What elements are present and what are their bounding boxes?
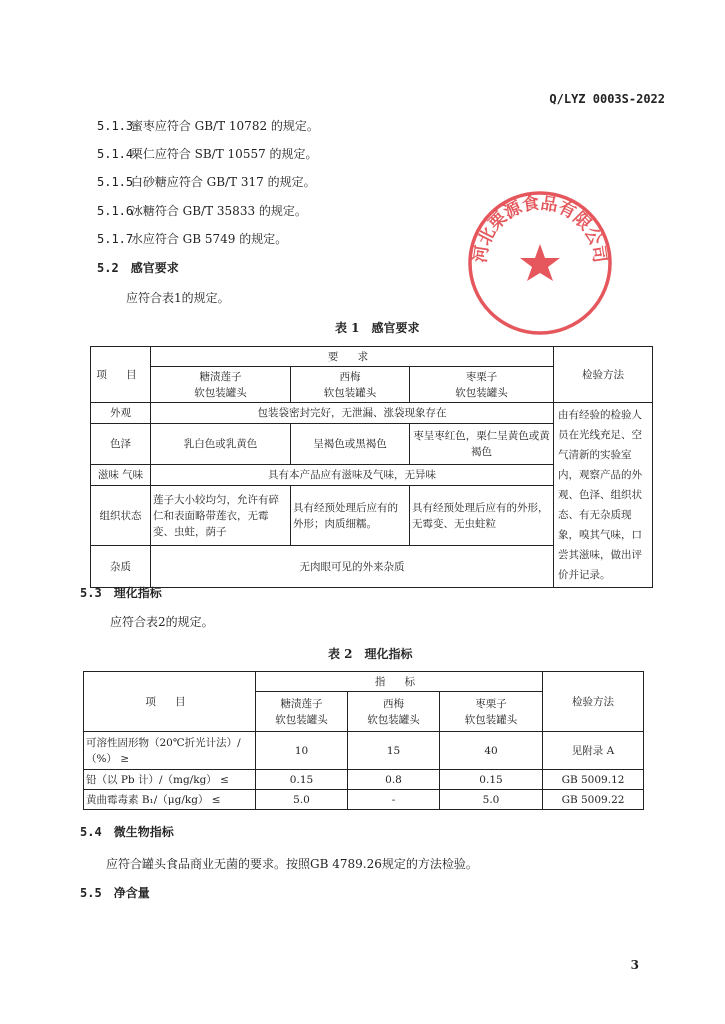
section-5-5-heading	[80, 884, 150, 901]
header-method: 检验方法	[543, 672, 644, 732]
header-method: 检验方法	[554, 347, 653, 403]
section-5-2-text: 应符合表1的规定。	[126, 291, 230, 305]
clause-text: 蜜枣应符合 GB/T 10782 的规定。	[130, 119, 319, 133]
cell-color-date-chestnut: 枣呈枣红色，栗仁呈黄色或黄褐色	[410, 423, 554, 465]
cell-lead-prune: 0.8	[348, 770, 440, 790]
company-seal-stamp	[465, 188, 615, 338]
clause-text: 冰糖符合 GB/T 35833 的规定。	[130, 204, 307, 218]
cell-lead-method: GB 5009.12	[543, 770, 644, 790]
table-2-caption	[328, 645, 413, 662]
row-label-soluble-solids: 可溶性固形物（20℃折光计法）/ （%） ≥	[84, 732, 256, 770]
clause-number: 5.1.4	[97, 147, 134, 161]
clause-5-1-4	[97, 145, 318, 162]
cell-soluble-lotus: 10	[256, 732, 348, 770]
cell-soluble-date-chestnut: 40	[440, 732, 543, 770]
clause-text: 栗仁应符合 SB/T 10557 的规定。	[130, 147, 318, 161]
clause-number: 5.1.3	[97, 119, 134, 133]
section-number: 5.5	[80, 886, 102, 900]
cell-impurity: 无肉眼可见的外来杂质	[151, 546, 554, 588]
row-label-impurity: 杂质	[91, 546, 151, 588]
section-5-2-heading	[97, 259, 179, 276]
header-item: 项 目	[84, 672, 256, 732]
clause-5-1-6	[97, 202, 307, 219]
header-col-lotus: 糖渍莲子 软包装罐头	[256, 692, 348, 732]
cell-soluble-prune: 15	[348, 732, 440, 770]
header-indicators: 指 标	[256, 672, 543, 692]
section-5-4-heading	[80, 823, 174, 840]
table-1-caption	[335, 319, 420, 336]
header-col-date-chestnut: 枣栗子 软包装罐头	[440, 692, 543, 732]
section-title: 感官要求	[130, 261, 179, 275]
header-col-lotus: 糖渍莲子 软包装罐头	[151, 367, 291, 403]
physicochemical-table	[83, 671, 644, 810]
section-title: 理化指标	[113, 586, 162, 600]
clause-5-1-5	[97, 173, 316, 190]
row-label-texture: 组织状态	[91, 486, 151, 546]
clause-number: 5.1.6	[97, 204, 134, 218]
cell-color-lotus: 乳白色或乳黄色	[151, 423, 291, 465]
cell-method: 由有经验的检验人员在光线充足、空气清新的实验室内，观察产品的外观、色泽、组织状态、有无杂质现象，嗅其气味，口尝其滋味，做出评价并记录。	[554, 403, 653, 588]
section-5-3-text: 应符合表2的规定。	[110, 615, 214, 629]
section-number: 5.3	[80, 586, 102, 600]
row-label-appearance: 外观	[91, 403, 151, 424]
page-number: 3	[630, 958, 639, 972]
section-number: 5.4	[80, 825, 102, 839]
header-col-prune: 西梅 软包装罐头	[348, 692, 440, 732]
header-item: 项 目	[91, 347, 151, 403]
cell-aflatoxin-method: GB 5009.22	[543, 790, 644, 810]
caption-number: 表 2	[328, 647, 353, 661]
cell-lead-lotus: 0.15	[256, 770, 348, 790]
cell-texture-date-chestnut: 具有经预处理后应有的外形，无霉变、无虫蛀粒	[410, 486, 554, 546]
cell-aflatoxin-prune: -	[348, 790, 440, 810]
clause-number: 5.1.5	[97, 175, 134, 189]
header-col-prune: 西梅 软包装罐头	[291, 367, 410, 403]
header-requirements: 要 求	[151, 347, 554, 367]
sensory-requirements-table	[90, 346, 653, 588]
document-code: Q/LYZ 0003S-2022	[549, 92, 665, 106]
caption-title: 理化指标	[364, 647, 413, 661]
clause-5-1-7	[97, 230, 287, 247]
section-5-3-heading	[80, 584, 162, 601]
cell-taste: 具有本产品应有滋味及气味，无异味	[151, 465, 554, 486]
cell-aflatoxin-date-chestnut: 5.0	[440, 790, 543, 810]
row-label-color: 色泽	[91, 423, 151, 465]
section-number: 5.2	[97, 261, 119, 275]
cell-appearance: 包装袋密封完好，无泄漏、涨袋现象存在	[151, 403, 554, 424]
cell-aflatoxin-lotus: 5.0	[256, 790, 348, 810]
seal-text: 河北栗源食品有限公司	[470, 193, 610, 265]
section-title: 净含量	[113, 886, 150, 900]
section-title: 微生物指标	[113, 825, 174, 839]
caption-number: 表 1	[335, 321, 360, 335]
seal-star-icon	[520, 244, 560, 281]
clause-5-1-3	[97, 117, 319, 134]
row-label-aflatoxin: 黄曲霉毒素 B₁/（μg/kg） ≤	[84, 790, 256, 810]
cell-lead-date-chestnut: 0.15	[440, 770, 543, 790]
clause-text: 白砂糖应符合 GB/T 317 的规定。	[130, 175, 316, 189]
clause-number: 5.1.7	[97, 232, 134, 246]
cell-soluble-method: 见附录 A	[543, 732, 644, 770]
row-label-lead: 铅（以 Pb 计）/（mg/kg） ≤	[84, 770, 256, 790]
cell-texture-prune: 具有经预处理后应有的外形；肉质细糯。	[291, 486, 410, 546]
header-col-date-chestnut: 枣栗子 软包装罐头	[410, 367, 554, 403]
section-5-4-text: 应符合罐头食品商业无菌的要求。按照GB 4789.26规定的方法检验。	[106, 857, 478, 871]
cell-color-prune: 呈褐色或黑褐色	[291, 423, 410, 465]
caption-title: 感官要求	[371, 321, 420, 335]
cell-texture-lotus: 莲子大小较均匀，允许有碎仁和表面略带莲衣，无霉变、虫蛀，荫子	[151, 486, 291, 546]
clause-text: 水应符合 GB 5749 的规定。	[130, 232, 288, 246]
row-label-taste: 滋味 气味	[91, 465, 151, 486]
